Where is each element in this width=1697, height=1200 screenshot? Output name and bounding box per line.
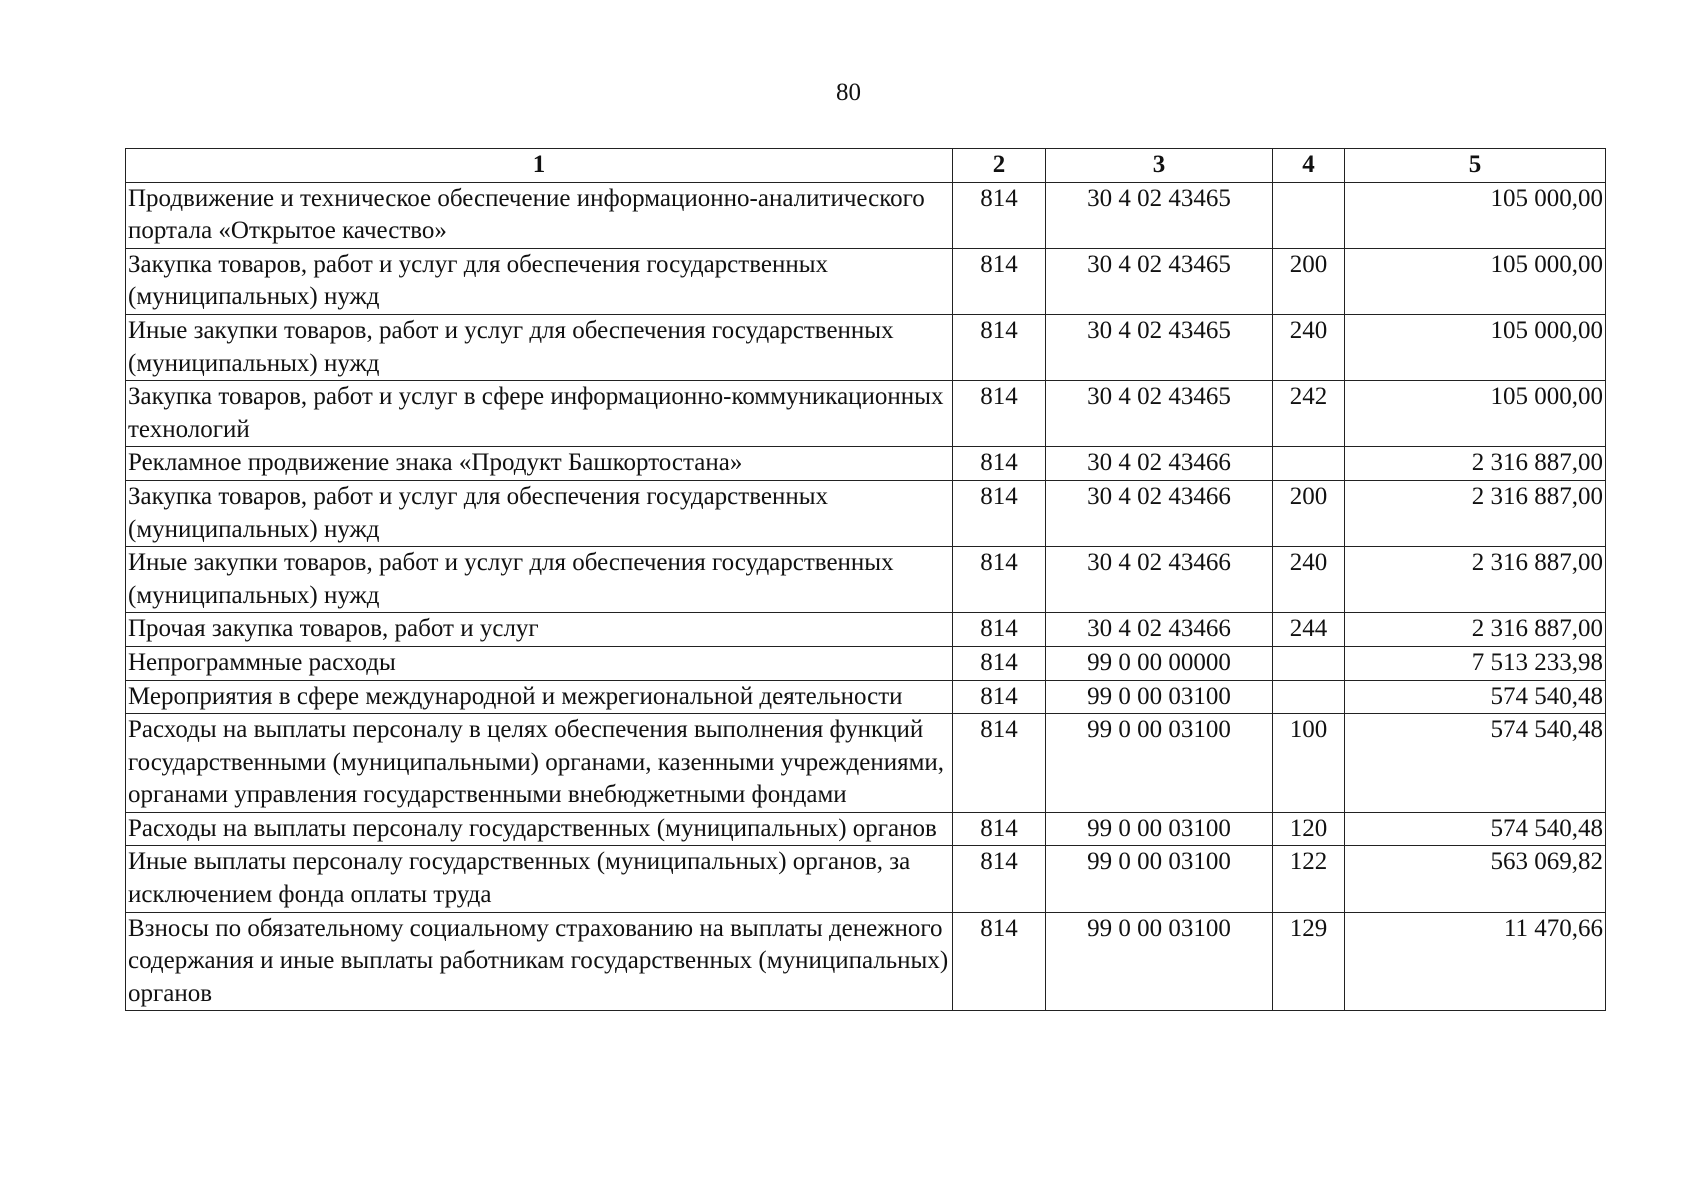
header-col-3: 3 xyxy=(1046,149,1273,183)
table-row xyxy=(126,646,1606,680)
row-name: Закупка товаров, работ и услуг для обеспечения государственных (муниципальных) нужд xyxy=(126,248,953,314)
row-article: 99 0 00 03100 xyxy=(1046,714,1273,813)
row-amount: 105 000,00 xyxy=(1345,381,1606,447)
row-type: 200 xyxy=(1273,480,1345,546)
row-code: 814 xyxy=(953,680,1046,714)
table-row xyxy=(126,812,1606,846)
row-code: 814 xyxy=(953,646,1046,680)
row-name: Расходы на выплаты персоналу государственных (муниципальных) органов xyxy=(126,812,953,846)
table-row xyxy=(126,680,1606,714)
row-article: 99 0 00 03100 xyxy=(1046,846,1273,912)
table-row xyxy=(126,613,1606,647)
table-row xyxy=(126,912,1606,1011)
row-name: Мероприятия в сфере международной и межрегиональной деятельности xyxy=(126,680,953,714)
row-name: Закупка товаров, работ и услуг для обеспечения государственных (муниципальных) нужд xyxy=(126,480,953,546)
row-type: 242 xyxy=(1273,381,1345,447)
row-name: Иные выплаты персоналу государственных (муниципальных) органов, за исключением фонда оплаты труда xyxy=(126,846,953,912)
row-type: 122 xyxy=(1273,846,1345,912)
table-header-row xyxy=(126,149,1606,183)
row-code: 814 xyxy=(953,182,1046,248)
row-type xyxy=(1273,447,1345,481)
row-name: Прочая закупка товаров, работ и услуг xyxy=(126,613,953,647)
header-col-1: 1 xyxy=(126,149,953,183)
row-amount: 574 540,48 xyxy=(1345,812,1606,846)
row-article: 30 4 02 43466 xyxy=(1046,613,1273,647)
row-type: 240 xyxy=(1273,547,1345,613)
row-type: 120 xyxy=(1273,812,1345,846)
row-code: 814 xyxy=(953,248,1046,314)
row-code: 814 xyxy=(953,314,1046,380)
row-type: 240 xyxy=(1273,314,1345,380)
row-code: 814 xyxy=(953,547,1046,613)
table-row xyxy=(126,846,1606,912)
row-article: 30 4 02 43465 xyxy=(1046,248,1273,314)
row-article: 99 0 00 03100 xyxy=(1046,912,1273,1011)
row-code: 814 xyxy=(953,714,1046,813)
row-code: 814 xyxy=(953,613,1046,647)
row-amount: 2 316 887,00 xyxy=(1345,447,1606,481)
budget-table xyxy=(125,148,1606,1011)
row-article: 99 0 00 00000 xyxy=(1046,646,1273,680)
row-article: 99 0 00 03100 xyxy=(1046,812,1273,846)
row-code: 814 xyxy=(953,846,1046,912)
row-name: Рекламное продвижение знака «Продукт Башкортостана» xyxy=(126,447,953,481)
row-article: 30 4 02 43465 xyxy=(1046,182,1273,248)
row-type: 129 xyxy=(1273,912,1345,1011)
row-amount: 2 316 887,00 xyxy=(1345,480,1606,546)
row-amount: 105 000,00 xyxy=(1345,182,1606,248)
row-article: 30 4 02 43466 xyxy=(1046,547,1273,613)
row-amount: 574 540,48 xyxy=(1345,714,1606,813)
row-type: 200 xyxy=(1273,248,1345,314)
row-article: 30 4 02 43466 xyxy=(1046,480,1273,546)
row-code: 814 xyxy=(953,381,1046,447)
row-amount: 7 513 233,98 xyxy=(1345,646,1606,680)
header-col-4: 4 xyxy=(1273,149,1345,183)
table-row xyxy=(126,447,1606,481)
row-code: 814 xyxy=(953,447,1046,481)
row-code: 814 xyxy=(953,912,1046,1011)
row-article: 30 4 02 43465 xyxy=(1046,381,1273,447)
row-article: 99 0 00 03100 xyxy=(1046,680,1273,714)
table-row xyxy=(126,381,1606,447)
row-amount: 105 000,00 xyxy=(1345,314,1606,380)
table-row xyxy=(126,480,1606,546)
table-row xyxy=(126,714,1606,813)
row-type xyxy=(1273,646,1345,680)
row-name: Иные закупки товаров, работ и услуг для обеспечения государственных (муниципальных) нужд xyxy=(126,547,953,613)
page-number: 80 xyxy=(836,79,861,106)
table-row xyxy=(126,314,1606,380)
row-name: Непрограммные расходы xyxy=(126,646,953,680)
row-code: 814 xyxy=(953,812,1046,846)
row-name: Продвижение и техническое обеспечение информационно-аналитического портала «Открытое качество» xyxy=(126,182,953,248)
row-name: Расходы на выплаты персоналу в целях обеспечения выполнения функций государственными (муниципальными) органами, казенными учреждениями, органами управления государственными внебюджетными фондами xyxy=(126,714,953,813)
row-amount: 2 316 887,00 xyxy=(1345,613,1606,647)
table-row xyxy=(126,547,1606,613)
row-name: Иные закупки товаров, работ и услуг для обеспечения государственных (муниципальных) нужд xyxy=(126,314,953,380)
row-amount: 574 540,48 xyxy=(1345,680,1606,714)
row-name: Взносы по обязательному социальному страхованию на выплаты денежного содержания и иные выплаты работникам государственных (муниципальных) органов xyxy=(126,912,953,1011)
row-type xyxy=(1273,182,1345,248)
row-type xyxy=(1273,680,1345,714)
row-amount: 105 000,00 xyxy=(1345,248,1606,314)
row-article: 30 4 02 43465 xyxy=(1046,314,1273,380)
table-row xyxy=(126,182,1606,248)
row-amount: 2 316 887,00 xyxy=(1345,547,1606,613)
row-amount: 563 069,82 xyxy=(1345,846,1606,912)
row-code: 814 xyxy=(953,480,1046,546)
row-type: 244 xyxy=(1273,613,1345,647)
row-name: Закупка товаров, работ и услуг в сфере информационно-коммуникационных технологий xyxy=(126,381,953,447)
header-col-5: 5 xyxy=(1345,149,1606,183)
table-row xyxy=(126,248,1606,314)
row-amount: 11 470,66 xyxy=(1345,912,1606,1011)
row-article: 30 4 02 43466 xyxy=(1046,447,1273,481)
header-col-2: 2 xyxy=(953,149,1046,183)
row-type: 100 xyxy=(1273,714,1345,813)
